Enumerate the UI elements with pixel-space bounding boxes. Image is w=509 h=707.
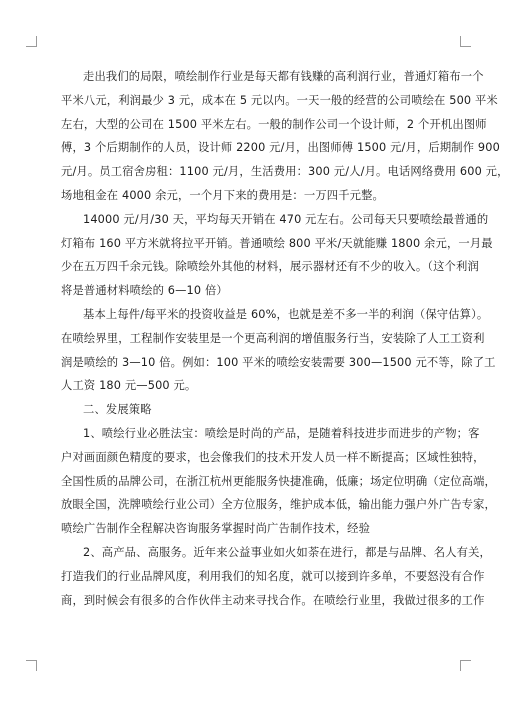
text-line: 1、喷绘行业必胜法宝：喷绘是时尚的产品，是随着科技进步而进步的产物；客	[83, 426, 480, 440]
text-line: 14000 元/月/30 天，平均每天开销在 470 元左右。公司每天只要喷绘最普通的	[83, 212, 489, 226]
text-line: 左右，大型的公司在 1500 平米左右。一般的制作公司一个设计师，2 个开机出图师	[61, 117, 487, 131]
text-line: 少在五万四千余元钱。除喷绘外其他的材料，展示器材还有不少的收入。（这个利润	[61, 260, 479, 274]
paragraph-investment-return	[61, 303, 496, 398]
paragraph-strategy-2	[61, 541, 491, 612]
text-line: 基本上每件/每平米的投资收益是 60%，也就是差不多一半的利润（保守估算）。	[83, 307, 489, 321]
text-line: 打造我们的行业品牌风度，利用我们的知名度，就可以接到许多单，不要怒没有合作	[61, 569, 485, 583]
page-corner-mark-top-right	[460, 36, 471, 47]
text-line: 在喷绘界里，工程制作安装里是一个更高利润的增值服务行当，安装除了人工工资利	[61, 331, 485, 345]
text-line: 走出我们的局限，喷绘制作行业是每天都有钱赚的高利润行业，普通灯箱布一个	[83, 70, 484, 83]
page-corner-mark-bottom-right	[460, 660, 471, 671]
text-line: 喷绘广告制作全程解决咨询服务掌握时尚广告制作技术，经验	[61, 522, 371, 536]
section-heading-strategy	[61, 398, 450, 422]
document-body	[61, 65, 509, 612]
text-line: 将是普通材料喷绘的 6—10 倍）	[61, 284, 228, 298]
text-line: 平米八元，利润最少 3 元，成本在 5 元以内。一天一般的经营的公司喷绘在 500 平米	[61, 93, 498, 107]
paragraph-strategy-1	[61, 422, 496, 541]
text-line: 商，到时候会有很多的合作伙伴主动来寻找合作。在喷绘行业里，我做过很多的工作	[61, 593, 485, 607]
text-line: 灯箱布 160 平方米就将拉平开销。普通喷绘 800 平米/天就能赚 1800 余元，一月最	[61, 236, 493, 250]
text-line: 场地租金在 4000 余元，一个月下来的费用是：一万四千元整。	[61, 188, 385, 202]
page-corner-mark-top-left	[26, 36, 37, 47]
text-line: 人工资 180 元—500 元。	[61, 379, 197, 393]
page-corner-mark-bottom-left	[26, 660, 37, 671]
text-line: 傅，3 个后期制作的人员，设计师 2200 元/月，出图师傅 1500 元/月，后期制作 900	[61, 141, 500, 155]
text-line: 户对画面颜色精度的要求，也会像我们的技术开发人员一样不断提高；区域性独特，	[61, 450, 485, 464]
paragraph-profit-overview	[61, 65, 509, 208]
paragraph-daily-cost	[61, 208, 493, 303]
text-line: 元/月。员工宿舍房租：1100 元/月，生活费用：300 元/人/月。电话网络费用 600 元，	[61, 165, 509, 179]
text-line: 放眼全国，洗牌喷绘行业公司）全方位服务，维护成本低，输出能力强户外广告专家，	[61, 498, 496, 512]
text-line: 2、高产品、高服务。近年来公益事业如火如荼在进行，都是与品牌、名人有关，	[83, 545, 491, 559]
text-line: 润是喷绘的 3—10 倍。例如：100 平米的喷绘安装需要 300—1500 元不等，除了工	[61, 355, 496, 369]
section-heading: 二、发展策略	[83, 403, 152, 417]
text-line: 全国性质的品牌公司，在浙江杭州更能服务快捷准确，低廉；场定位明确（定位高端，	[61, 474, 496, 488]
